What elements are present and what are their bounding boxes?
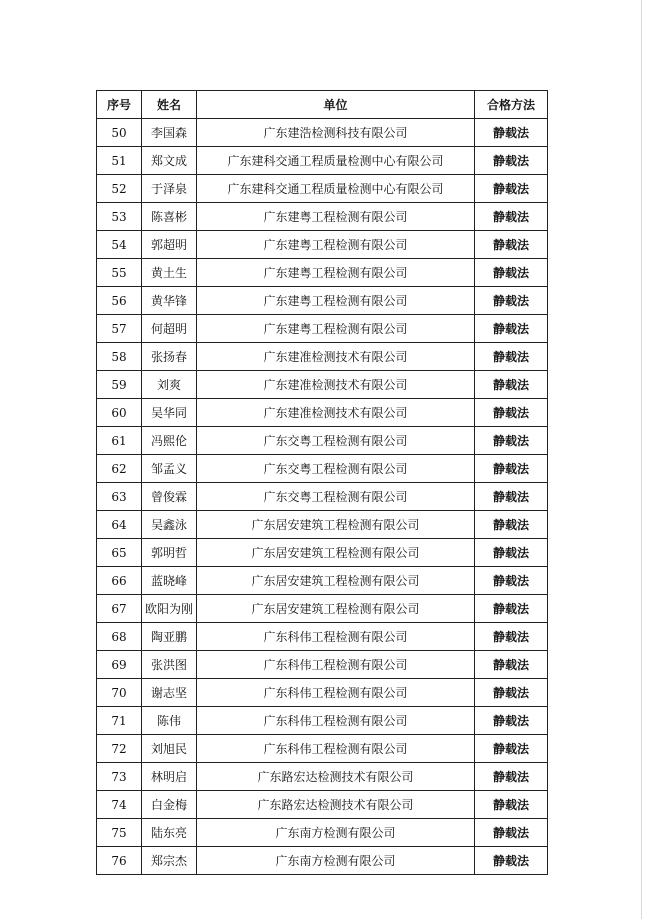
row-method-cell: 静载法 bbox=[475, 119, 548, 147]
row-method-cell: 静载法 bbox=[475, 231, 548, 259]
row-index-cell: 52 bbox=[97, 175, 142, 203]
table-row bbox=[97, 315, 548, 343]
row-index-cell: 58 bbox=[97, 343, 142, 371]
row-organization-cell: 广东建科交通工程质量检测中心有限公司 bbox=[197, 175, 475, 203]
table-row bbox=[97, 259, 548, 287]
row-name-cell: 刘旭民 bbox=[142, 735, 197, 763]
row-name-cell: 邹孟义 bbox=[142, 455, 197, 483]
row-method-cell: 静载法 bbox=[475, 567, 548, 595]
row-name-cell: 蓝晓峰 bbox=[142, 567, 197, 595]
row-name-cell: 何超明 bbox=[142, 315, 197, 343]
row-index-cell: 68 bbox=[97, 623, 142, 651]
row-index-cell: 71 bbox=[97, 707, 142, 735]
row-organization-cell: 广东路宏达检测技术有限公司 bbox=[197, 763, 475, 791]
row-organization-cell: 广东建浩检测科技有限公司 bbox=[197, 119, 475, 147]
row-organization-cell: 广东建准检测技术有限公司 bbox=[197, 371, 475, 399]
row-index-cell: 70 bbox=[97, 679, 142, 707]
row-method-cell: 静载法 bbox=[475, 651, 548, 679]
row-method-cell: 静载法 bbox=[475, 511, 548, 539]
row-method-cell: 静载法 bbox=[475, 791, 548, 819]
row-index-cell: 66 bbox=[97, 567, 142, 595]
row-method-cell: 静载法 bbox=[475, 735, 548, 763]
row-organization-cell: 广东居安建筑工程检测有限公司 bbox=[197, 539, 475, 567]
row-name-cell: 黄土生 bbox=[142, 259, 197, 287]
row-method-cell: 静载法 bbox=[475, 595, 548, 623]
row-organization-cell: 广东居安建筑工程检测有限公司 bbox=[197, 511, 475, 539]
table-row bbox=[97, 791, 548, 819]
table-row bbox=[97, 119, 548, 147]
row-method-cell: 静载法 bbox=[475, 763, 548, 791]
table-body bbox=[97, 119, 548, 875]
row-organization-cell: 广东建准检测技术有限公司 bbox=[197, 343, 475, 371]
table-row bbox=[97, 847, 548, 875]
row-index-cell: 76 bbox=[97, 847, 142, 875]
row-organization-cell: 广东居安建筑工程检测有限公司 bbox=[197, 567, 475, 595]
row-organization-cell: 广东建粤工程检测有限公司 bbox=[197, 259, 475, 287]
row-index-cell: 75 bbox=[97, 819, 142, 847]
table-row bbox=[97, 147, 548, 175]
row-name-cell: 郑文成 bbox=[142, 147, 197, 175]
row-index-cell: 60 bbox=[97, 399, 142, 427]
row-organization-cell: 广东建粤工程检测有限公司 bbox=[197, 287, 475, 315]
table-row bbox=[97, 511, 548, 539]
row-name-cell: 冯熙伦 bbox=[142, 427, 197, 455]
row-method-cell: 静载法 bbox=[475, 259, 548, 287]
row-index-cell: 51 bbox=[97, 147, 142, 175]
row-index-cell: 64 bbox=[97, 511, 142, 539]
row-name-cell: 于泽泉 bbox=[142, 175, 197, 203]
row-method-cell: 静载法 bbox=[475, 427, 548, 455]
row-method-cell: 静载法 bbox=[475, 623, 548, 651]
row-name-cell: 白金梅 bbox=[142, 791, 197, 819]
row-organization-cell: 广东交粤工程检测有限公司 bbox=[197, 455, 475, 483]
table-row bbox=[97, 539, 548, 567]
row-organization-cell: 广东建粤工程检测有限公司 bbox=[197, 315, 475, 343]
row-organization-cell: 广东路宏达检测技术有限公司 bbox=[197, 791, 475, 819]
row-organization-cell: 广东科伟工程检测有限公司 bbox=[197, 707, 475, 735]
table-row bbox=[97, 175, 548, 203]
row-name-cell: 陈伟 bbox=[142, 707, 197, 735]
table-row bbox=[97, 399, 548, 427]
table-row bbox=[97, 651, 548, 679]
row-organization-cell: 广东建粤工程检测有限公司 bbox=[197, 231, 475, 259]
row-index-cell: 61 bbox=[97, 427, 142, 455]
row-index-cell: 63 bbox=[97, 483, 142, 511]
row-index-cell: 74 bbox=[97, 791, 142, 819]
row-organization-cell: 广东南方检测有限公司 bbox=[197, 847, 475, 875]
header-name: 姓名 bbox=[142, 91, 197, 119]
row-name-cell: 陆东亮 bbox=[142, 819, 197, 847]
row-method-cell: 静载法 bbox=[475, 819, 548, 847]
row-index-cell: 56 bbox=[97, 287, 142, 315]
row-index-cell: 62 bbox=[97, 455, 142, 483]
row-name-cell: 陶亚鹏 bbox=[142, 623, 197, 651]
row-method-cell: 静载法 bbox=[475, 203, 548, 231]
row-index-cell: 59 bbox=[97, 371, 142, 399]
row-name-cell: 吴华同 bbox=[142, 399, 197, 427]
row-organization-cell: 广东科伟工程检测有限公司 bbox=[197, 651, 475, 679]
table-row bbox=[97, 679, 548, 707]
row-method-cell: 静载法 bbox=[475, 315, 548, 343]
row-name-cell: 李国森 bbox=[142, 119, 197, 147]
header-method: 合格方法 bbox=[475, 91, 548, 119]
row-method-cell: 静载法 bbox=[475, 483, 548, 511]
row-organization-cell: 广东科伟工程检测有限公司 bbox=[197, 623, 475, 651]
row-name-cell: 林明启 bbox=[142, 763, 197, 791]
table-row bbox=[97, 427, 548, 455]
row-method-cell: 静载法 bbox=[475, 847, 548, 875]
row-organization-cell: 广东科伟工程检测有限公司 bbox=[197, 679, 475, 707]
row-method-cell: 静载法 bbox=[475, 175, 548, 203]
row-index-cell: 65 bbox=[97, 539, 142, 567]
row-name-cell: 黄华锋 bbox=[142, 287, 197, 315]
row-method-cell: 静载法 bbox=[475, 679, 548, 707]
table-row bbox=[97, 287, 548, 315]
row-name-cell: 欧阳为刚 bbox=[142, 595, 197, 623]
row-organization-cell: 广东南方检测有限公司 bbox=[197, 819, 475, 847]
row-name-cell: 张扬春 bbox=[142, 343, 197, 371]
row-organization-cell: 广东建科交通工程质量检测中心有限公司 bbox=[197, 147, 475, 175]
row-organization-cell: 广东交粤工程检测有限公司 bbox=[197, 427, 475, 455]
table-row bbox=[97, 819, 548, 847]
table-row bbox=[97, 735, 548, 763]
row-index-cell: 73 bbox=[97, 763, 142, 791]
row-index-cell: 57 bbox=[97, 315, 142, 343]
row-index-cell: 50 bbox=[97, 119, 142, 147]
row-index-cell: 67 bbox=[97, 595, 142, 623]
table-header-row bbox=[97, 91, 548, 119]
row-name-cell: 曾俊霖 bbox=[142, 483, 197, 511]
row-organization-cell: 广东建准检测技术有限公司 bbox=[197, 399, 475, 427]
row-method-cell: 静载法 bbox=[475, 455, 548, 483]
row-name-cell: 吴鑫泳 bbox=[142, 511, 197, 539]
row-organization-cell: 广东居安建筑工程检测有限公司 bbox=[197, 595, 475, 623]
table-row bbox=[97, 567, 548, 595]
row-name-cell: 谢志坚 bbox=[142, 679, 197, 707]
row-name-cell: 陈喜彬 bbox=[142, 203, 197, 231]
table-row bbox=[97, 763, 548, 791]
table-row bbox=[97, 203, 548, 231]
row-method-cell: 静载法 bbox=[475, 147, 548, 175]
qualified-personnel-table bbox=[96, 90, 548, 875]
header-index: 序号 bbox=[97, 91, 142, 119]
row-method-cell: 静载法 bbox=[475, 539, 548, 567]
row-method-cell: 静载法 bbox=[475, 343, 548, 371]
row-index-cell: 69 bbox=[97, 651, 142, 679]
table-row bbox=[97, 623, 548, 651]
table-row bbox=[97, 455, 548, 483]
header-organization: 单位 bbox=[197, 91, 475, 119]
row-method-cell: 静载法 bbox=[475, 371, 548, 399]
page-edge-line bbox=[641, 0, 642, 919]
row-organization-cell: 广东建粤工程检测有限公司 bbox=[197, 203, 475, 231]
row-name-cell: 郑宗杰 bbox=[142, 847, 197, 875]
row-method-cell: 静载法 bbox=[475, 287, 548, 315]
row-index-cell: 54 bbox=[97, 231, 142, 259]
table-row bbox=[97, 483, 548, 511]
table-row bbox=[97, 595, 548, 623]
table-row bbox=[97, 707, 548, 735]
row-name-cell: 张洪图 bbox=[142, 651, 197, 679]
row-index-cell: 72 bbox=[97, 735, 142, 763]
table-row bbox=[97, 343, 548, 371]
row-organization-cell: 广东交粤工程检测有限公司 bbox=[197, 483, 475, 511]
row-organization-cell: 广东科伟工程检测有限公司 bbox=[197, 735, 475, 763]
table-row bbox=[97, 371, 548, 399]
row-name-cell: 刘爽 bbox=[142, 371, 197, 399]
row-method-cell: 静载法 bbox=[475, 707, 548, 735]
row-method-cell: 静载法 bbox=[475, 399, 548, 427]
row-name-cell: 郭明哲 bbox=[142, 539, 197, 567]
table-row bbox=[97, 231, 548, 259]
row-name-cell: 郭超明 bbox=[142, 231, 197, 259]
row-index-cell: 55 bbox=[97, 259, 142, 287]
row-index-cell: 53 bbox=[97, 203, 142, 231]
